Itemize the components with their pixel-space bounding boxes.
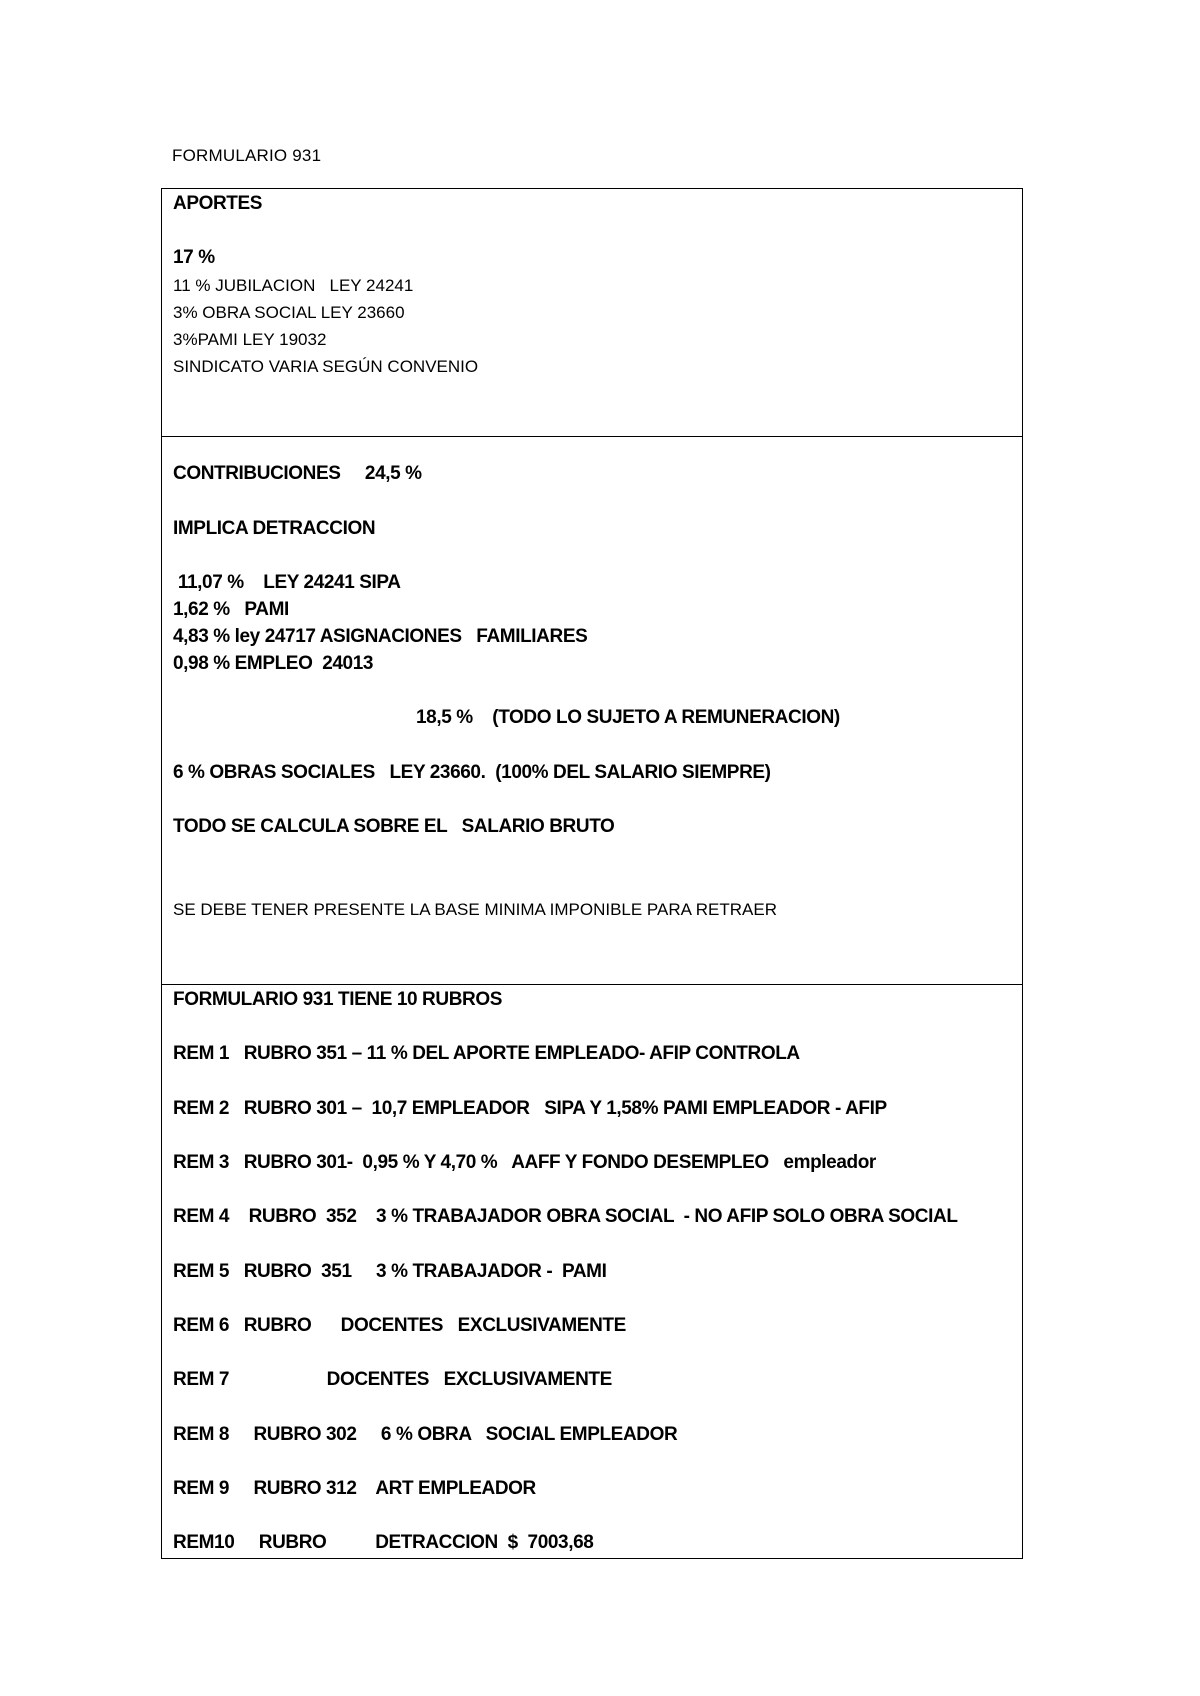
aportes-total: 17 % <box>173 247 215 268</box>
contribucion-item: 11,07 % LEY 24241 SIPA <box>173 572 401 593</box>
rubro-item: REM10 RUBRO DETRACCION $ 7003,68 <box>173 1532 594 1553</box>
contribucion-item: 1,62 % PAMI <box>173 599 289 620</box>
contribucion-item: 4,83 % ley 24717 ASIGNACIONES FAMILIARES <box>173 626 588 647</box>
implica-detraccion: IMPLICA DETRACCION <box>173 518 376 539</box>
rubro-item: REM 1 RUBRO 351 – 11 % DEL APORTE EMPLEADO- AFIP CONTROLA <box>173 1043 800 1064</box>
base-minima-note: SE DEBE TENER PRESENTE LA BASE MINIMA IMPONIBLE PARA RETRAER <box>173 900 777 919</box>
rubro-item: REM 7 DOCENTES EXCLUSIVAMENTE <box>173 1369 612 1390</box>
base-calculo-line: TODO SE CALCULA SOBRE EL SALARIO BRUTO <box>173 816 615 837</box>
rubros-section <box>162 985 1022 1558</box>
aportes-line: SINDICATO VARIA SEGÚN CONVENIO <box>173 357 479 376</box>
page-title: FORMULARIO 931 <box>172 146 322 165</box>
rubro-item: REM 9 RUBRO 312 ART EMPLEADOR <box>173 1478 536 1499</box>
contribucion-item: 0,98 % EMPLEO 24013 <box>173 653 374 674</box>
rubros-heading: FORMULARIO 931 TIENE 10 RUBROS <box>173 989 502 1010</box>
aportes-line: 3% OBRA SOCIAL LEY 23660 <box>173 303 405 322</box>
aportes-heading: APORTES <box>173 193 263 214</box>
content-table <box>161 188 1023 1559</box>
aportes-line: 3%PAMI LEY 19032 <box>173 330 327 349</box>
aportes-section <box>162 189 1022 437</box>
aportes-line: 11 % JUBILACION LEY 24241 <box>173 276 414 295</box>
rubro-item: REM 6 RUBRO DOCENTES EXCLUSIVAMENTE <box>173 1315 626 1336</box>
rubro-item: REM 2 RUBRO 301 – 10,7 EMPLEADOR SIPA Y 1,58% PAMI EMPLEADOR - AFIP <box>173 1098 887 1119</box>
contribuciones-heading: CONTRIBUCIONES 24,5 % <box>173 463 422 484</box>
rubro-item: REM 5 RUBRO 351 3 % TRABAJADOR - PAMI <box>173 1261 607 1282</box>
rubro-item: REM 8 RUBRO 302 6 % OBRA SOCIAL EMPLEADOR <box>173 1424 678 1445</box>
obras-sociales-line: 6 % OBRAS SOCIALES LEY 23660. (100% DEL SALARIO SIEMPRE) <box>173 762 771 783</box>
rubro-item: REM 4 RUBRO 352 3 % TRABAJADOR OBRA SOCIAL - NO AFIP SOLO OBRA SOCIAL <box>173 1206 958 1227</box>
rubro-item: REM 3 RUBRO 301- 0,95 % Y 4,70 % AAFF Y FONDO DESEMPLEO empleador <box>173 1152 876 1173</box>
contribuciones-section <box>162 437 1022 985</box>
subtotal-line: 18,5 % (TODO LO SUJETO A REMUNERACION) <box>416 707 840 728</box>
